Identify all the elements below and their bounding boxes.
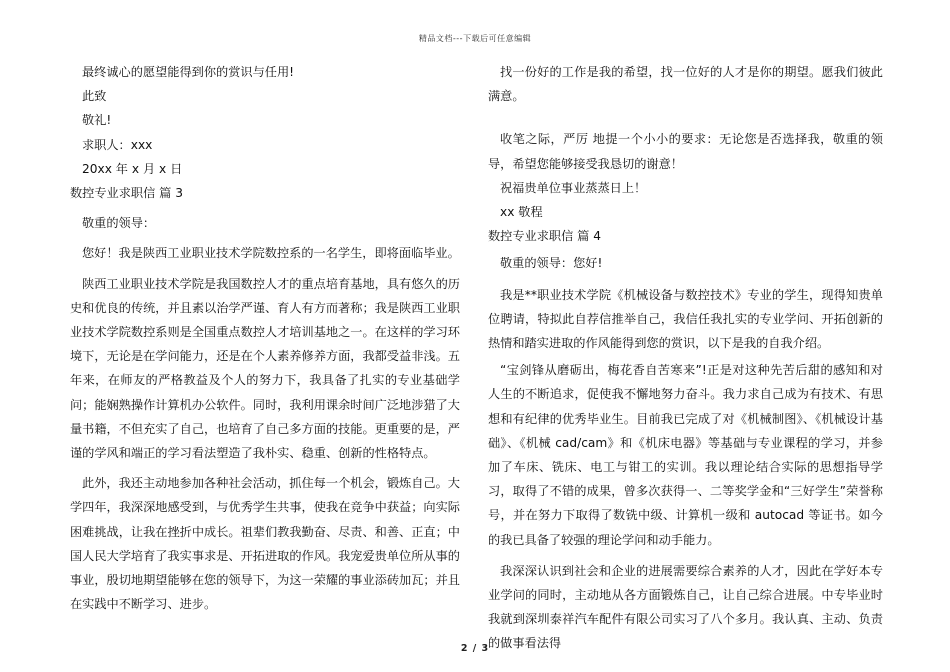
hope-paragraph: 找一份好的工作是我的希望，找一位好的人才是你的期望。愿我们彼此满意。 [488,65,883,104]
salutation-jingli: 敬礼! [82,113,112,128]
section-title-4: 数控专业求职信 篇 4 [488,229,602,244]
section-title-3: 数控专业求职信 篇 3 [70,186,184,201]
blessing: 祝福贵单位事业蒸蒸日上！ [500,180,647,195]
practice-paragraph: 我深深认识到社会和企业的进展需要综合素养的人才，因此在学好本专业学问的同时，主动地从各方面锻炼自己，让自己综合进展。中专毕业时我就到深圳泰祥汽车配件有限公司实习了八个多月。我认真、主动、负责的做事看法得 [488,563,883,651]
self-intro-paragraph: 我是**职业技术学院《机械设备与数控技术》专业的学生，现得知贵单位聘请，特拟此自荐信推举自己，我信任我扎实的专业学问、开拓创新的热情和踏实进取的作风能得到您的赏识，以下是我的自我介绍。 [488,287,883,351]
regards: xx 敬程 [500,205,543,220]
salutation-cizhi: 此致 [82,89,107,104]
greeting: 敬重的领导： [82,216,156,231]
closing-request: 收笔之际，严厉 地提一个小小的要求：无论您是否选择我，敬重的领导，希望您能够接受我恳切的谢意！ [488,132,883,171]
greeting-2: 敬重的领导：您好! [500,256,603,271]
activities-paragraph: 此外，我还主动地参加各种社会活动，抓住每一个机会，锻炼自己。大学四年，我深深地感受到，与优秀学生共事，使我在竞争中获益；向实际困难挑战，让我在挫折中成长。祖辈们教我勤奋、尽责、和善、正直；中国人民大学培育了我实事求是、开拓进取的作风。我宠爱贵单位所从事的事业，殷切地期望能够在您的领导下，为这一荣耀的事业添砖加瓦；并且在实践中不断学习、进步。 [70,476,460,612]
intro-paragraph: 您好！我是陕西工业职业技术学院数控系的一名学生，即将面临毕业。 [82,246,460,261]
letter-date: 20xx 年 x 月 x 日 [82,161,183,176]
school-paragraph: 陕西工业职业技术学院是我国数控人才的重点培育基地，具有悠久的历史和优良的传统，并且素以治学严谨、育人有方而著称；我是陕西工业职业技术学院数控系则是全国重点数控人才培训基地之一。在这样的学习环境下，无论是在学问能力，还是在个人素养修养方面，我都受益非浅。五年来，在师友的严格教益及个人的努力下，我具备了扎实的专业基础学问；能娴熟操作计算机办公软件。同时，我利用课余时间广泛地涉猎了大量书籍，不但充实了自己，也培育了自己多方面的技能。更重要的是，严谨的学风和端正的学习看法塑造了我朴实、稳重、创新的性格特点。 [70,276,460,461]
applicant-signature: 求职人：xxx [82,137,153,152]
left-column [70,60,460,616]
page-number: 2 / 3 [460,643,490,654]
right-column [488,60,883,656]
study-paragraph: “宝剑锋从磨砺出，梅花香自苦寒来”!正是对这种先苦后甜的感知和对人生的不断追求，促使我不懈地努力奋斗。我力求自己成为有技术、有思想和有纪律的优秀毕业生。目前我已完成了对《机械制图》、《机械设计基础》、《机械 cad/cam》和《机床电器》等基础与专业课程的学习，并参加了车床、铣床、电工与钳工的实训。我以理论结合实际的思想指导学习，取得了不错的成果，曾多次获得一、二等奖学金和“三好学生”荣誉称号，并在努力下取得了数铣中级、计算机一级和 autocad 等证书。如今的我已具备了较强的理论学问和动手能力。 [488,363,883,547]
closing-wish: 最终诚心的愿望能得到你的赏识与任用! [82,65,295,79]
page-header: 精品文档---下载后可任意编辑 [418,34,532,43]
